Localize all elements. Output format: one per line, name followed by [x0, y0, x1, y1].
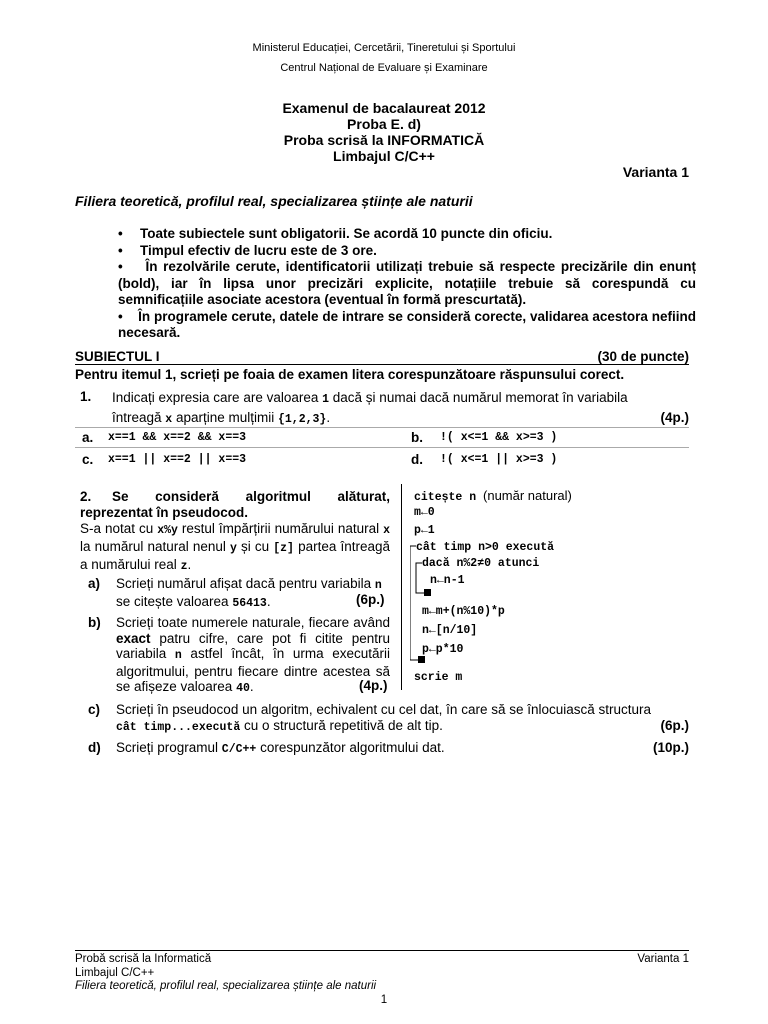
q2c-label: c) — [88, 702, 101, 717]
ministry-name: Ministerul Educației, Cercetării, Tineretului și Sportului — [252, 42, 516, 54]
q2-statement: Se consideră algoritmul alăturat, reprezentat în pseudocod. S-a notat cu x%y restul împărțirii numărului natural x la numărul natural nenul y și cu [z] partea întreagă a numărului real z. — [80, 489, 390, 573]
option-a-label: a. — [82, 430, 94, 445]
exam-subject: Proba scrisă la INFORMATICĂ — [283, 132, 485, 148]
q2d-text: Scrieți programul C/C++ corespunzător algoritmului dat. (10p.) — [116, 740, 689, 756]
q2c-text: Scrieți în pseudocod un algoritm, echivalent cu cel dat, în care să se înlocuiască structura cât timp...execută cu o structură repetitivă de alt tip. (6p.) — [116, 702, 689, 734]
divider — [75, 427, 689, 429]
ps-decrement: n←n-1 — [430, 574, 465, 587]
divider — [75, 364, 689, 365]
subject-header — [75, 349, 689, 364]
footer-track: Filiera teoretică, profilul real, specializarea științe ale naturii — [75, 980, 377, 992]
option-a-code: x==1 && x==2 && x==3 — [108, 431, 247, 444]
option-c-label: c. — [82, 452, 94, 467]
q2b-points: (4p.) — [359, 678, 388, 693]
q2d-label: d) — [88, 740, 101, 755]
ps-accumulate: m←m+(n%10)*p — [422, 605, 505, 618]
list-item: • În programele cerute, datele de intrare se consideră corecte, validarea acestora nefiind necesară. — [118, 308, 696, 340]
option-b-code: !( x<=1 && x>=3 ) — [440, 431, 558, 444]
q1-points: (4p.) — [660, 410, 689, 425]
option-d-label: d. — [411, 452, 423, 467]
q2b-label: b) — [88, 615, 101, 630]
q2d-points: (10p.) — [652, 740, 689, 755]
ps-read: citește n (număr natural) — [414, 488, 572, 504]
footer-variant: Varianta 1 — [637, 953, 689, 965]
list-item: • Timpul efectiv de lucru este de 3 ore. — [118, 242, 377, 258]
page-number: 1 — [380, 994, 388, 1006]
q1-text: Indicați expresia care are valoarea 1 dacă și numai dacă numărul memorat în variabila întreagă x aparține mulțimii {1,2,3}. (4p.) — [112, 389, 689, 429]
track-heading: Filiera teoretică, profilul real, specializarea științe ale naturii — [75, 193, 473, 209]
q2a-points: (6p.) — [356, 592, 385, 607]
q2b-text: Scrieți toate numerele naturale, fiecare având exact patru cifre, care pot fi citite pentru variabila n astfel încât, în urma executării algoritmului, pentru fiecare dintre acestea să se afișeze valoarea 40. — [116, 615, 390, 695]
subject-instruction: Pentru itemul 1, scrieți pe foaia de examen litera corespunzătoare răspunsului corect. — [75, 367, 625, 382]
option-c-code: x==1 || x==2 || x==3 — [108, 453, 247, 466]
option-b-label: b. — [411, 430, 423, 445]
variant-label: Varianta 1 — [622, 164, 689, 180]
exam-subtitle: Proba E. d) — [347, 116, 421, 132]
divider — [75, 447, 689, 449]
ps-write: scrie m — [414, 671, 463, 684]
ps-multiply: p←p*10 — [422, 643, 464, 656]
ps-if: dacă n%2≠0 atunci — [422, 557, 540, 570]
list-item: • Toate subiectele sunt obligatorii. Se acordă 10 puncte din oficiu. — [118, 226, 553, 241]
list-item: • În rezolvările cerute, identificatorii utilizați trebuie să respecte precizările din enunț (bold), iar în lipsa unor precizări explicite, notațiile trebuie să corespundă cu semnificațiile asociate acestora (eventual în formă prescurtată). — [118, 259, 697, 307]
q2-number: 2. — [80, 489, 92, 504]
pseudocode-divider — [401, 484, 402, 690]
pseudocode-block — [410, 488, 690, 688]
q1-number: 1. — [80, 389, 92, 404]
exam-title: Examenul de bacalaureat 2012 — [282, 100, 486, 116]
subject-name: SUBIECTUL I — [75, 349, 160, 364]
subject-points: (30 de puncte) — [597, 349, 689, 364]
footer-exam: Probă scrisă la Informatică — [75, 953, 212, 965]
exam-language: Limbajul C/C++ — [333, 148, 435, 164]
footer-language: Limbajul C/C++ — [75, 966, 155, 979]
footer-divider — [75, 950, 689, 951]
ps-divide: n←[n/10] — [422, 624, 478, 637]
footer — [75, 953, 689, 994]
q2-heading: Se consideră algoritmul alăturat, reprezentat în pseudocod. — [80, 489, 390, 520]
ps-line-m: m←0 — [414, 506, 435, 519]
ps-while: cât timp n>0 execută — [416, 541, 555, 554]
structure-bracket-icon — [410, 488, 440, 673]
ps-line-p: p←1 — [414, 524, 435, 537]
option-d-code: !( x<=1 || x>=3 ) — [440, 453, 558, 466]
q2c-points: (6p.) — [660, 718, 689, 733]
instructions-list — [118, 226, 696, 342]
q2a-text: Scrieți numărul afișat dacă pentru variabila n se citește valoarea 56413. — [116, 576, 382, 610]
q2a-label: a) — [88, 576, 101, 591]
center-name: Centrul Național de Evaluare și Examinare — [280, 62, 488, 74]
